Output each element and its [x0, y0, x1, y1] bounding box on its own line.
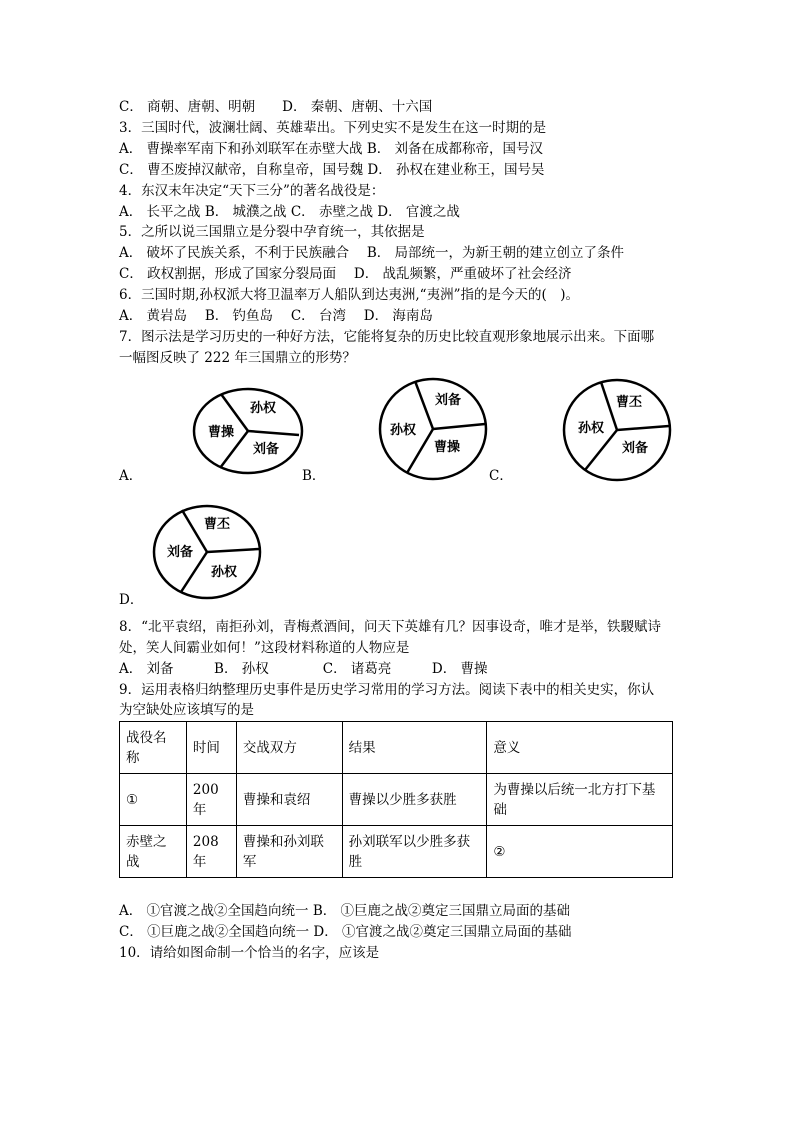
q7-pie-d: [151, 503, 263, 601]
q7-option-a-label: A．: [119, 468, 143, 484]
table-row: [120, 826, 673, 878]
pie-a-label-2: 曹操: [207, 425, 235, 440]
q4-stem: 4．东汉末年决定“天下三分”的著名战役是：: [119, 183, 385, 199]
q5-stem: 5．之所以说三国鼎立是分裂中孕育统一，其依据是: [119, 224, 425, 240]
q8-stem-1: 8．“北平袁绍，南拒孙刘，青梅煮酒间，问天下英雄有几？因事设奇，唯才是举，铁騣赋诗: [119, 619, 661, 635]
q7-option-b-label: B．: [302, 468, 326, 484]
header-cell: 时间: [186, 722, 236, 774]
pie-d-label-2: 刘备: [166, 545, 194, 560]
q5-option-cd: C． 政权割据，形成了国家分裂局面 D． 战乱频繁，严重破坏了社会经济: [119, 266, 572, 282]
pie-a-label-1: 孙权: [249, 401, 277, 416]
q7-stem-2: 一幅图反映了 222 年三国鼎立的形势？: [119, 350, 356, 366]
table-cell: 曹操以少胜多获胜: [342, 774, 487, 826]
table-cell: 为曹操以后统一北方打下基础: [487, 774, 673, 826]
table-header-row: [120, 722, 673, 774]
table-cell: ①: [120, 774, 187, 826]
q4-options: A． 长平之战 B． 城濮之战 C． 赤壁之战 D． 官渡之战: [119, 204, 460, 220]
header-cell: 结果: [342, 722, 487, 774]
pie-c-label-2: 孙权: [577, 421, 605, 436]
header-cell: 意义: [487, 722, 673, 774]
q9-stem-2: 为空缺处应该填写的是: [119, 702, 254, 718]
table-cell: 208年: [186, 826, 236, 878]
q8-options: A． 刘备 B． 孙权 C． 诸葛亮 D． 曹操: [119, 661, 488, 677]
q9-option-cd: C． ①巨鹿之战②全国趋向统一 D． ①官渡之战②奠定三国鼎立局面的基础: [119, 924, 572, 940]
pie-d-label-1: 曹丕: [203, 517, 231, 532]
table-cell: 曹操和孙刘联军: [236, 826, 342, 878]
table-cell: 孙刘联军以少胜多获胜: [342, 826, 487, 878]
q7-pie-b: [377, 377, 489, 481]
q3-option-cd: C． 曹丕废掉汉献帝，自称皇帝，国号魏 D． 孙权在建业称王，国号吴: [119, 162, 545, 178]
q7-option-c-label: C．: [489, 468, 513, 484]
pie-b-label-1: 刘备: [434, 393, 462, 408]
q5-option-ab: A． 破坏了民族关系，不利于民族融合 B． 局部统一，为新王朝的建立创立了条件: [119, 245, 625, 261]
q7-option-d-label: D．: [119, 592, 144, 608]
pie-d-label-3: 孙权: [210, 565, 238, 580]
q6-stem: 6．三国时期,孙权派大将卫温率万人船队到达夷洲,“夷洲”指的是今天的( )。: [119, 287, 580, 303]
q7-pie-c: [561, 378, 673, 482]
q7-stem-1: 7．图示法是学习历史的一种好方法，它能将复杂的历史比较直观形象地展示出来。下面哪: [119, 329, 655, 345]
pie-a-label-3: 刘备: [252, 442, 280, 457]
table-cell: 赤壁之战: [120, 826, 187, 878]
table-row: [120, 774, 673, 826]
pie-c-label-1: 曹丕: [615, 395, 643, 410]
pie-b-label-2: 孙权: [389, 423, 417, 438]
q9-stem-1: 9．运用表格归纳整理历史事件是历史学习常用的学习方法。阅读下表中的相关史实，你认: [119, 682, 655, 698]
q7-pie-a: [192, 387, 304, 475]
header-cell: 战役名称: [120, 722, 187, 774]
q2-option-cd: C． 商朝、唐朝、明朝 D． 秦朝、唐朝、十六国: [119, 99, 433, 115]
q10-stem: 10．请给如图命制一个恰当的名字，应该是: [119, 945, 380, 961]
battle-table: [119, 721, 673, 878]
header-cell: 交战双方: [236, 722, 342, 774]
q6-options: A． 黄岩岛 B． 钓鱼岛 C． 台湾 D． 海南岛: [119, 308, 433, 324]
q9-option-ab: A． ①官渡之战②全国趋向统一 B． ①巨鹿之战②奠定三国鼎立局面的基础: [119, 903, 571, 919]
q8-stem-2: 处，笑人间霸业如何！”这段材料称道的人物应是: [119, 640, 410, 656]
table-cell: 曹操和袁绍: [236, 774, 342, 826]
table-cell: 200年: [186, 774, 236, 826]
pie-b-label-3: 曹操: [433, 440, 461, 455]
table-cell: ②: [487, 826, 673, 878]
q3-stem: 3．三国时代，波澜壮阔、英雄辈出。下列史实不是发生在这一时期的是: [119, 120, 547, 136]
pie-c-label-3: 刘备: [621, 441, 649, 456]
q3-option-ab: A． 曹操率军南下和孙刘联军在赤壁大战 B． 刘备在成都称帝，国号汉: [119, 141, 544, 157]
